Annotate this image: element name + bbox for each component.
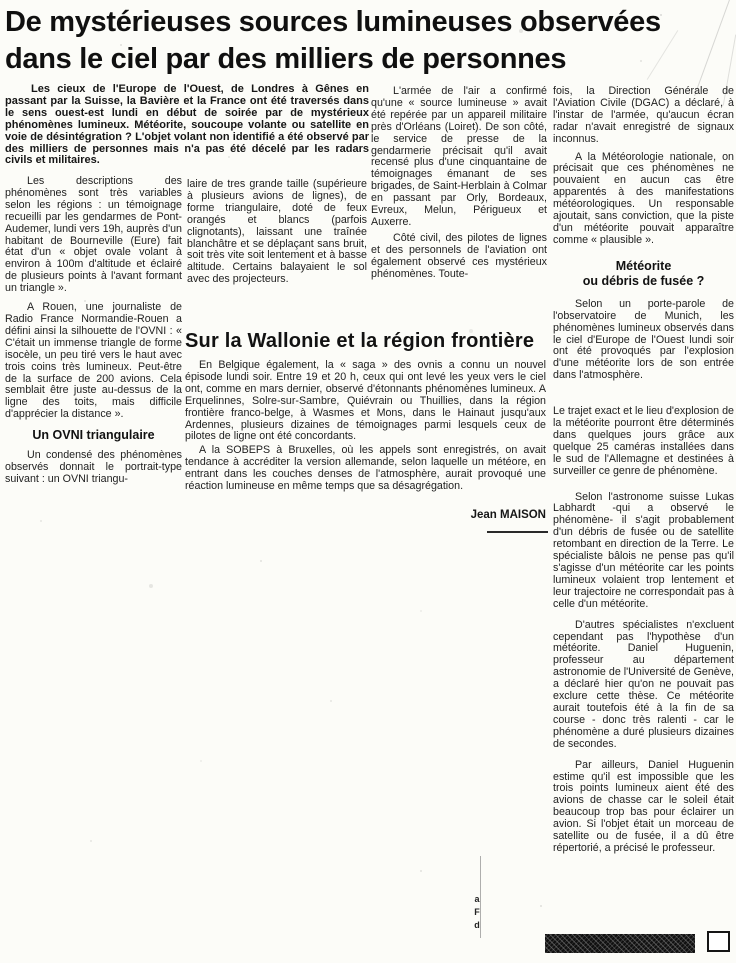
crosshead-line-1: Météorite xyxy=(615,258,672,273)
paragraph: Côté civil, des pilotes de lignes et des personnels de l'aviation ont également observé ces mystérieux phénomènes. Toute- xyxy=(371,231,547,280)
paragraph: En Belgique également, la « saga » des ovnis a connu un nouvel épisode lundi soir. Entre 19 et 20 h, ceux qui ont levé les yeux vers le ciel ont, comme en mars dernier, observé d'étonnants phénomènes lumineux. A Erquelinnes, Solre-sur-Sambre, Quiévrain ou Thuillies, dans la région frontière franco-belge, à Wasmes et Mons, dans le Hainaut jusqu'aux Ardennes, plusieurs dizaines de témoignages parmi lesquels ceux de pilotes de ligne ont été concordants. xyxy=(185,359,546,443)
paragraph: A la Météorologie nationale, on précisait que ces phénomènes ne pouvaient en aucun cas être apparentés à des manifestations météorologiques. Un responsable ajoutait, sans conviction, que la piste d'un météorite pouvait apparaître comme « plausible ». xyxy=(553,150,734,246)
crosshead-meteorite xyxy=(553,259,734,289)
paragraph: Les descriptions des phénomènes sont très variables selon les régions : un témoignage recueilli par les gendarmes de Pont-Audemer, lundi vers 19h, auprès d'un habitant de Bourneville (Eure) fait état d'un « objet ovale volant à environ à 100m d'altitude et éclairé de plusieurs points à l'avant formant un triangle ». xyxy=(5,175,182,295)
margin-letter: d xyxy=(474,920,480,930)
margin-letter: F xyxy=(474,907,480,917)
byline: Jean MAISON xyxy=(470,509,546,521)
column-mid xyxy=(187,179,367,292)
paragraph: Par ailleurs, Daniel Huguenin estime qu'il est impossible que les trois points lumineux aient été des avions de chasse car le soleil était beaucoup trop bas pour éclairer un avion. Si l'objet était un morceau de satellite ou de fusée, il a dû être répertorié, a précisé le professeur. xyxy=(553,758,734,854)
headline-line-1: De mystérieuses sources lumineuses observées xyxy=(5,6,661,38)
paper-speckles xyxy=(0,0,2,2)
column-air xyxy=(371,86,547,285)
paragraph: Un condensé des phénomènes observés donnait le portrait-type suivant : un OVNI triangu- xyxy=(5,449,182,485)
white-square-mark xyxy=(707,931,730,952)
crosshead-ovni-triangulaire: Un OVNI triangulaire xyxy=(32,428,155,443)
byline-rule xyxy=(487,531,548,533)
paragraph: laire de tres grande taille (supérieure à plusieurs avions de lignes), de forme triangulaire, doté de feux orangés et blancs (parfois clignotants), laissant une traînée blanchâtre et se déplaçant sans bruit, soit très vite soit lentement et à basse altitude. Certains balayaient le sol avec des projecteurs. xyxy=(187,178,367,286)
column-right xyxy=(553,86,734,861)
margin-cutoff-letters xyxy=(470,893,484,932)
main-headline xyxy=(5,4,735,78)
margin-letter: a xyxy=(474,894,480,904)
paragraph: L'armée de l'air a confirmé qu'une « source lumineuse » avait été repérée par un appareil militaire près d'Orléans (Loiret). De son côté, le service de presse de la gendarmerie précisait qu'il avait recensé plus d'une cinquantaine de témoignages émanant de ses brigades, de Saint-Herblain à Colmar en passant par Orly, Bordeaux, Evreux, Melun, Périgueux et Auxerre. xyxy=(371,85,547,228)
wallonie-body xyxy=(185,360,546,495)
redaction-bar xyxy=(545,934,695,953)
column-left xyxy=(5,176,182,493)
paragraph: A Rouen, une journaliste de Radio France Normandie-Rouen a défini ainsi la silhouette de l'OVNI : « C'était un immense triangle de forme isocèle, un peu tiré vers le haut avec trois coins très lumineux. Peut-être de la surface de 200 avions. Cela semblait être juste au-dessus de la ligne des toits, mais difficile d'apprécier la distance ». xyxy=(5,301,182,421)
headline-line-2: dans le ciel par des milliers de personnes xyxy=(5,43,567,75)
paragraph: A la SOBEPS à Bruxelles, où les appels sont enregistrés, on avait tendance à accréditer la version allemande, selon laquelle un météore, en entrant dans les couches denses de l'atmosphère, aurait provoqué une réaction lumineuse en même temps que sa désagrégation. xyxy=(185,444,546,493)
paragraph: Selon un porte-parole de l'observatoire de Munich, les phénomènes lumineux observés dans le ciel d'Europe de l'Ouest lundi soir ont été provoqués par l'explosion d'une météorite lors de son entrée dans l'atmosphère. xyxy=(553,297,734,382)
paragraph: fois, la Direction Générale de l'Aviation Civile (DGAC) a déclaré, à l'instar de l'armée, qu'aucun écran radar n'avait enregistré de signaux inconnus. xyxy=(553,85,734,145)
paragraph: Selon l'astronome suisse Lukas Labhardt -qui a observé le phénomène- il s'agit probablement d'un débris de fusée ou de satellite retombant en direction de la Terre. Le spécialiste bâlois ne pense pas qu'il s'agisse d'un météorite car les points lumineux volaient trop lentement et leur trajectoire ne correspondait pas à celle d'un météorite. xyxy=(553,490,734,610)
lede-block xyxy=(5,84,369,167)
wallonie-headline: Sur la Wallonie et la région frontière xyxy=(185,330,535,352)
crosshead-line-2: ou débris de fusée ? xyxy=(582,273,705,288)
lede-paragraph: Les cieux de l'Europe de l'Ouest, de Londres à Gênes en passant par la Suisse, la Bavière et la France ont été traversés dans le sens ouest-est lundi en début de soirée par de mystérieux phénomènes lumineux. Météorite, soucoupe volante ou satellite en voie de désintégration ? L'objet volant non identifié a été observé par des milliers de personnes mais n'a pas été décelé par les radars civils et militaires. xyxy=(5,83,369,167)
paragraph: Le trajet exact et le lieu d'explosion de la météorite pourront être déterminés dans quelques jours grâce aux quelque 25 caméras installées dans le sud de l'Allemagne et destinées à surveiller ce genre de phénomène. xyxy=(553,405,734,477)
paragraph: D'autres spécialistes n'excluent cependant pas l'hypothèse d'un météorite. Daniel Huguenin, professeur au département astronomie de l'Université de Genève, a déclaré hier qu'on ne pouvait pas exclure cette thèse. Ce météorite aurait toutefois été à la fin de sa course - donc très ralenti - car le phénomène a duré plusieurs dizaines de secondes. xyxy=(553,618,734,750)
